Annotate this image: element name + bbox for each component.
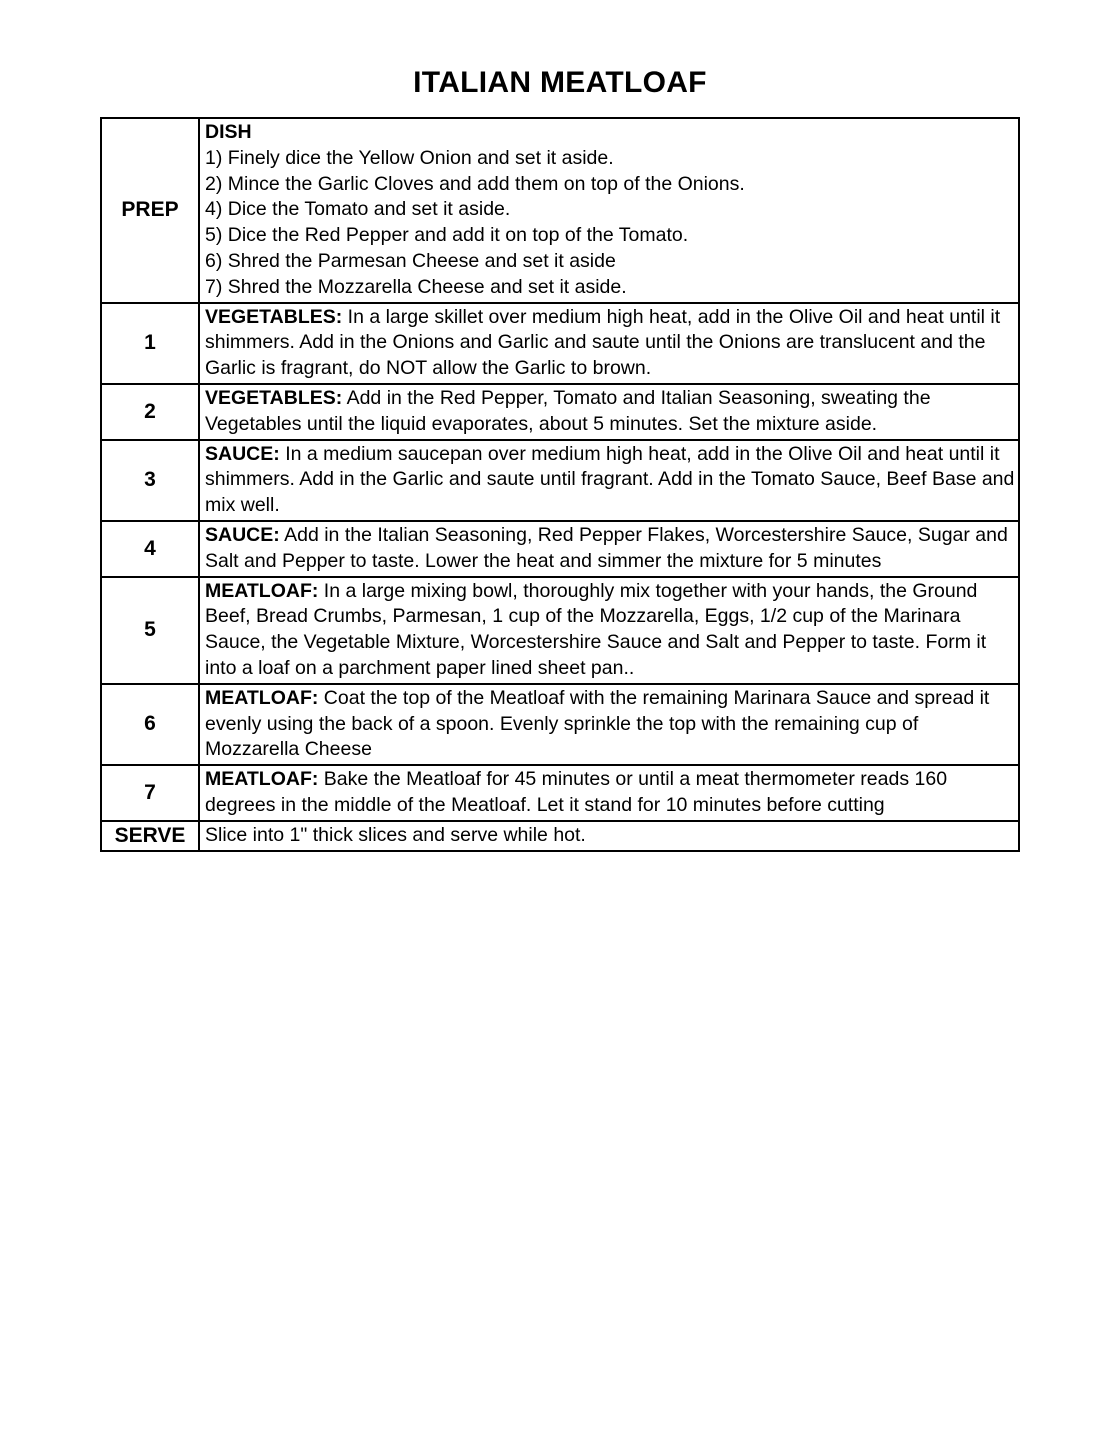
- prep-heading: DISH: [205, 121, 252, 143]
- step-instructions: VEGETABLES: In a large skillet over medium high heat, add in the Olive Oil and heat until it shimmers. Add in the Onions and Garlic and saute until the Onions are translucent and the Garlic is fragrant, do NOT allow the Garlic to brown.: [199, 303, 1019, 384]
- table-row: [101, 384, 1019, 440]
- step-keyword: VEGETABLES:: [205, 305, 343, 328]
- step-keyword: MEATLOAF:: [205, 686, 319, 709]
- table-row: [101, 577, 1019, 684]
- table-row: [101, 303, 1019, 384]
- step-keyword: SAUCE:: [205, 442, 280, 465]
- prep-line: 5) Dice the Red Pepper and add it on top of the Tomato.: [205, 224, 689, 247]
- prep-line: 6) Shred the Parmesan Cheese and set it aside: [205, 249, 616, 272]
- step-label: SERVE: [101, 821, 199, 851]
- step-label: 2: [101, 384, 199, 440]
- table-row: [101, 765, 1019, 821]
- page-title: ITALIAN MEATLOAF: [413, 66, 707, 99]
- recipe-table: [100, 117, 1020, 852]
- step-label: PREP: [101, 118, 199, 303]
- step-label: 6: [101, 684, 199, 765]
- step-label: 1: [101, 303, 199, 384]
- table-row: [101, 440, 1019, 521]
- recipe-table-body: [101, 118, 1019, 851]
- step-keyword: MEATLOAF:: [205, 579, 319, 602]
- step-label: 3: [101, 440, 199, 521]
- table-row: [101, 118, 1019, 303]
- table-row: [101, 521, 1019, 577]
- step-instructions: MEATLOAF: In a large mixing bowl, thoroughly mix together with your hands, the Ground Beef, Bread Crumbs, Parmesan, 1 cup of the Mozzarella, Eggs, 1/2 cup of the Marinara Sauce, the Vegetable Mixture, Worcestershire Sauce and Salt and Pepper to taste. Form it into a loaf on a parchment paper lined sheet pan..: [199, 577, 1019, 684]
- step-label: 7: [101, 765, 199, 821]
- table-row: [101, 821, 1019, 851]
- step-keyword: VEGETABLES:: [205, 386, 343, 409]
- step-instructions: SAUCE: In a medium saucepan over medium high heat, add in the Olive Oil and heat until it shimmers. Add in the Garlic and saute until fragrant. Add in the Tomato Sauce, Beef Base and mix well.: [199, 440, 1019, 521]
- prep-line: 4) Dice the Tomato and set it aside.: [205, 198, 511, 221]
- prep-line: 7) Shred the Mozzarella Cheese and set it aside.: [205, 275, 627, 298]
- step-instructions: VEGETABLES: Add in the Red Pepper, Tomato and Italian Seasoning, sweating the Vegetables until the liquid evaporates, about 5 minutes. Set the mixture aside.: [199, 384, 1019, 440]
- step-label: 4: [101, 521, 199, 577]
- step-keyword: SAUCE:: [205, 523, 280, 546]
- prep-line: 2) Mince the Garlic Cloves and add them on top of the Onions.: [205, 172, 745, 195]
- step-instructions: SAUCE: Add in the Italian Seasoning, Red Pepper Flakes, Worcestershire Sauce, Sugar and Salt and Pepper to taste. Lower the heat and simmer the mixture for 5 minutes: [199, 521, 1019, 577]
- table-row: [101, 684, 1019, 765]
- prep-line: 1) Finely dice the Yellow Onion and set it aside.: [205, 146, 614, 169]
- step-instructions: Slice into 1" thick slices and serve while hot.: [199, 821, 1019, 851]
- step-instructions: MEATLOAF: Bake the Meatloaf for 45 minutes or until a meat thermometer reads 160 degrees in the middle of the Meatloaf. Let it stand for 10 minutes before cutting: [199, 765, 1019, 821]
- step-label: 5: [101, 577, 199, 684]
- step-instructions: MEATLOAF: Coat the top of the Meatloaf with the remaining Marinara Sauce and spread it evenly using the back of a spoon. Evenly sprinkle the top with the remaining cup of Mozzarella Cheese: [199, 684, 1019, 765]
- step-instructions: [199, 118, 1019, 303]
- step-keyword: MEATLOAF:: [205, 768, 319, 791]
